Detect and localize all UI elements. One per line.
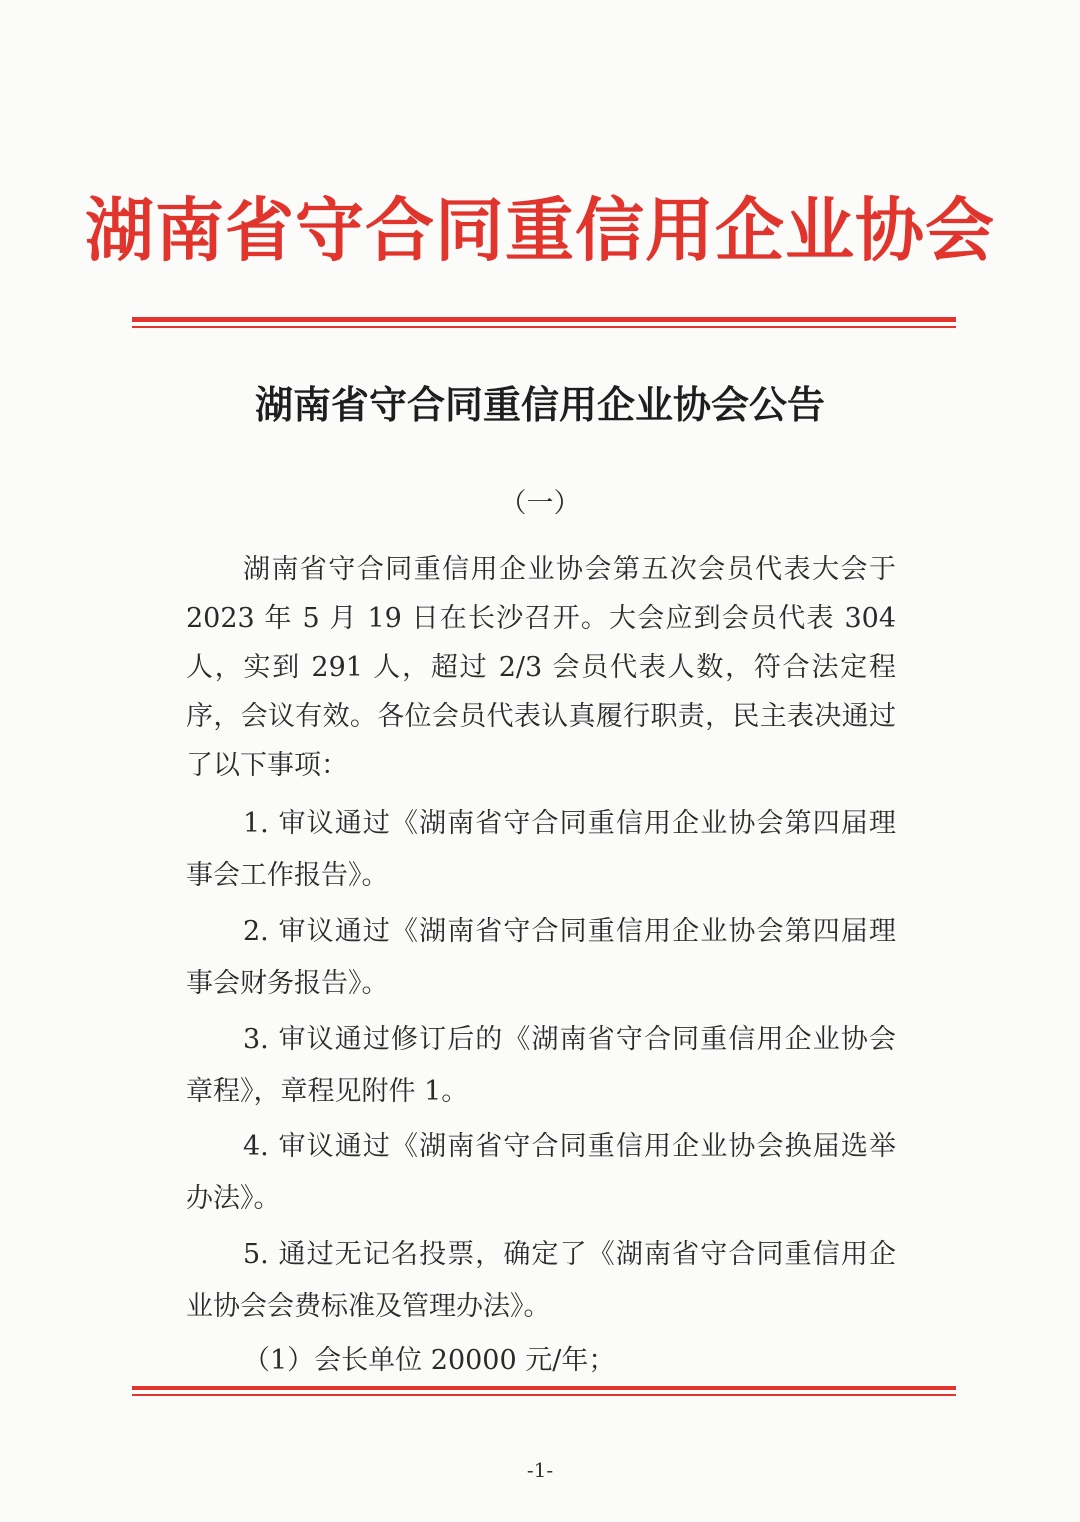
list-item: 2. 审议通过《湖南省守合同重信用企业协会第四届理事会财务报告》。: [186, 916, 896, 999]
sub-list-item: （1）会长单位 20000 元/年；: [243, 1345, 616, 1376]
list-item: 1. 审议通过《湖南省守合同重信用企业协会第四届理事会工作报告》。: [186, 808, 896, 891]
announcement-title: 湖南省守合同重信用企业协会公告: [254, 383, 825, 427]
letterhead-rule-thick: [132, 317, 956, 322]
intro-paragraph: 湖南省守合同重信用企业协会第五次会员代表大会于 2023 年 5 月 19 日在长沙召开。大会应到会员代表 304 人，实到 291 人，超过 2/3 会员代表人数，符合法定程序，会议有效。各位会员代表认真履行职责，民主表决通过了以下事项：: [186, 554, 896, 781]
letterhead-rule-thin: [132, 326, 956, 328]
list-item: 3. 审议通过修订后的《湖南省守合同重信用企业协会章程》，章程见附件 1。: [186, 1024, 896, 1107]
letterhead-org-name: 湖南省守合同重信用企业协会: [85, 190, 995, 271]
section-number: （一）: [499, 488, 581, 519]
page-number: -1-: [526, 1458, 554, 1482]
list-item: 5. 通过无记名投票，确定了《湖南省守合同重信用企业协会会费标准及管理办法》。: [186, 1239, 896, 1322]
footer-rule-thin: [132, 1394, 956, 1396]
footer-rule-thick: [132, 1386, 956, 1390]
list-item: 4. 审议通过《湖南省守合同重信用企业协会换届选举办法》。: [186, 1131, 896, 1214]
